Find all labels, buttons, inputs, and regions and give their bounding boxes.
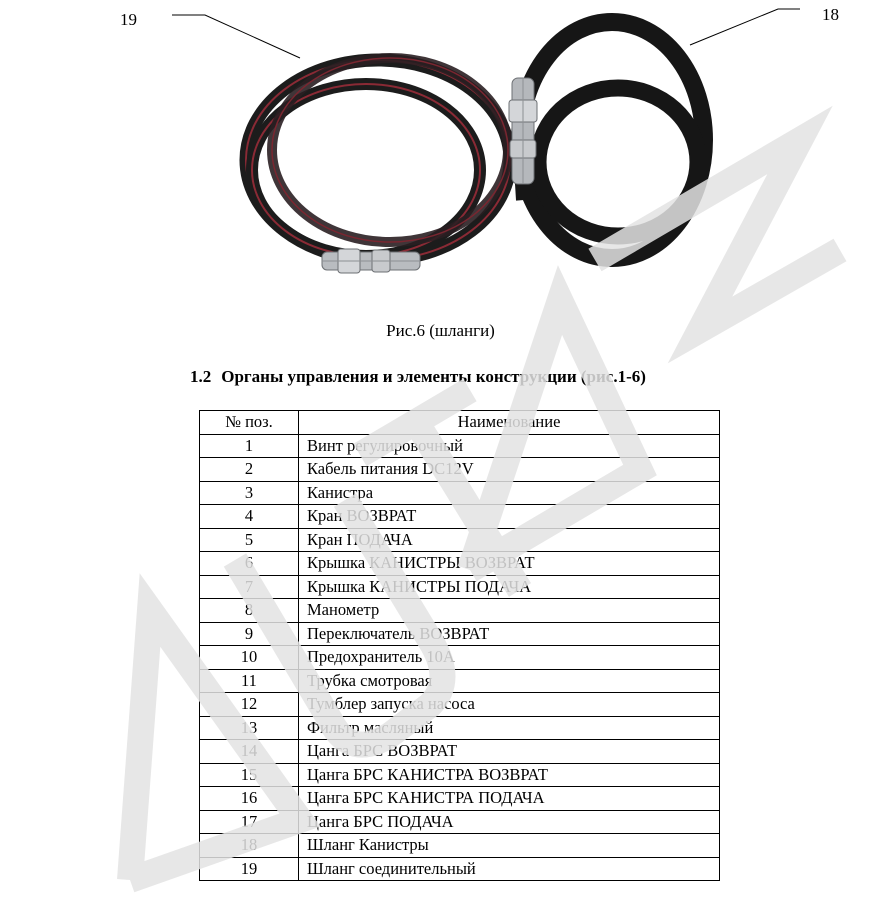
row-position: 15 xyxy=(200,763,299,787)
table-row xyxy=(200,716,720,740)
table-row xyxy=(200,646,720,670)
row-name: Шланг Канистры xyxy=(299,834,720,858)
hose-19-illustration xyxy=(246,58,510,260)
row-position: 9 xyxy=(200,622,299,646)
row-name: Тумблер запуска насоса xyxy=(299,693,720,717)
row-name: Канистра xyxy=(299,481,720,505)
table-row xyxy=(200,787,720,811)
row-name: Винт регулировочный xyxy=(299,434,720,458)
row-name: Переключатель ВОЗВРАТ xyxy=(299,622,720,646)
row-name: Цанга БРС ПОДАЧА xyxy=(299,810,720,834)
section-heading xyxy=(190,367,646,387)
section-number: 1.2 xyxy=(190,367,212,386)
table-row xyxy=(200,834,720,858)
row-position: 7 xyxy=(200,575,299,599)
table-row xyxy=(200,458,720,482)
table-row xyxy=(200,810,720,834)
parts-table xyxy=(199,410,720,881)
row-name: Кабель питания DC12V xyxy=(299,458,720,482)
row-position: 12 xyxy=(200,693,299,717)
table-row xyxy=(200,622,720,646)
table-row xyxy=(200,599,720,623)
row-position: 5 xyxy=(200,528,299,552)
header-name: Наименование xyxy=(299,411,720,435)
callout-number-18: 18 xyxy=(822,5,839,24)
table-row xyxy=(200,528,720,552)
row-position: 1 xyxy=(200,434,299,458)
row-name: Шланг соединительный xyxy=(299,857,720,881)
row-position: 8 xyxy=(200,599,299,623)
table-row xyxy=(200,669,720,693)
table-row xyxy=(200,481,720,505)
row-position: 6 xyxy=(200,552,299,576)
row-name: Трубка смотровая xyxy=(299,669,720,693)
row-position: 4 xyxy=(200,505,299,529)
row-position: 2 xyxy=(200,458,299,482)
section-title-text: Органы управления и элементы конструкции (рис.1-6) xyxy=(221,367,646,386)
row-name: Кран ВОЗВРАТ xyxy=(299,505,720,529)
table-row xyxy=(200,575,720,599)
hoses-figure xyxy=(0,0,881,300)
table-row xyxy=(200,552,720,576)
callout-number-19: 19 xyxy=(120,10,137,29)
header-position: № поз. xyxy=(200,411,299,435)
table-row xyxy=(200,505,720,529)
row-position: 17 xyxy=(200,810,299,834)
parts-table-body xyxy=(200,434,720,881)
row-name: Крышка КАНИСТРЫ ПОДАЧА xyxy=(299,575,720,599)
row-name: Манометр xyxy=(299,599,720,623)
row-position: 3 xyxy=(200,481,299,505)
table-row xyxy=(200,857,720,881)
table-row xyxy=(200,693,720,717)
row-position: 13 xyxy=(200,716,299,740)
row-position: 19 xyxy=(200,857,299,881)
hose-18-fitting xyxy=(509,78,537,184)
row-position: 14 xyxy=(200,740,299,764)
callout-line-19 xyxy=(172,15,300,58)
row-position: 16 xyxy=(200,787,299,811)
callout-line-18 xyxy=(690,9,800,45)
table-row xyxy=(200,434,720,458)
hose-19-fitting xyxy=(322,249,420,273)
row-name: Кран ПОДАЧА xyxy=(299,528,720,552)
row-position: 10 xyxy=(200,646,299,670)
row-name: Цанга БРС КАНИСТРА ПОДАЧА xyxy=(299,787,720,811)
hose-18-illustration xyxy=(520,22,704,258)
row-name: Крышка КАНИСТРЫ ВОЗВРАТ xyxy=(299,552,720,576)
row-name: Фильтр масляный xyxy=(299,716,720,740)
figure-caption: Рис.6 (шланги) xyxy=(386,321,495,340)
table-row xyxy=(200,763,720,787)
table-header-row xyxy=(200,411,720,435)
row-name: Цанга БРС ВОЗВРАТ xyxy=(299,740,720,764)
row-name: Предохранитель 10А xyxy=(299,646,720,670)
row-position: 11 xyxy=(200,669,299,693)
table-row xyxy=(200,740,720,764)
row-name: Цанга БРС КАНИСТРА ВОЗВРАТ xyxy=(299,763,720,787)
row-position: 18 xyxy=(200,834,299,858)
